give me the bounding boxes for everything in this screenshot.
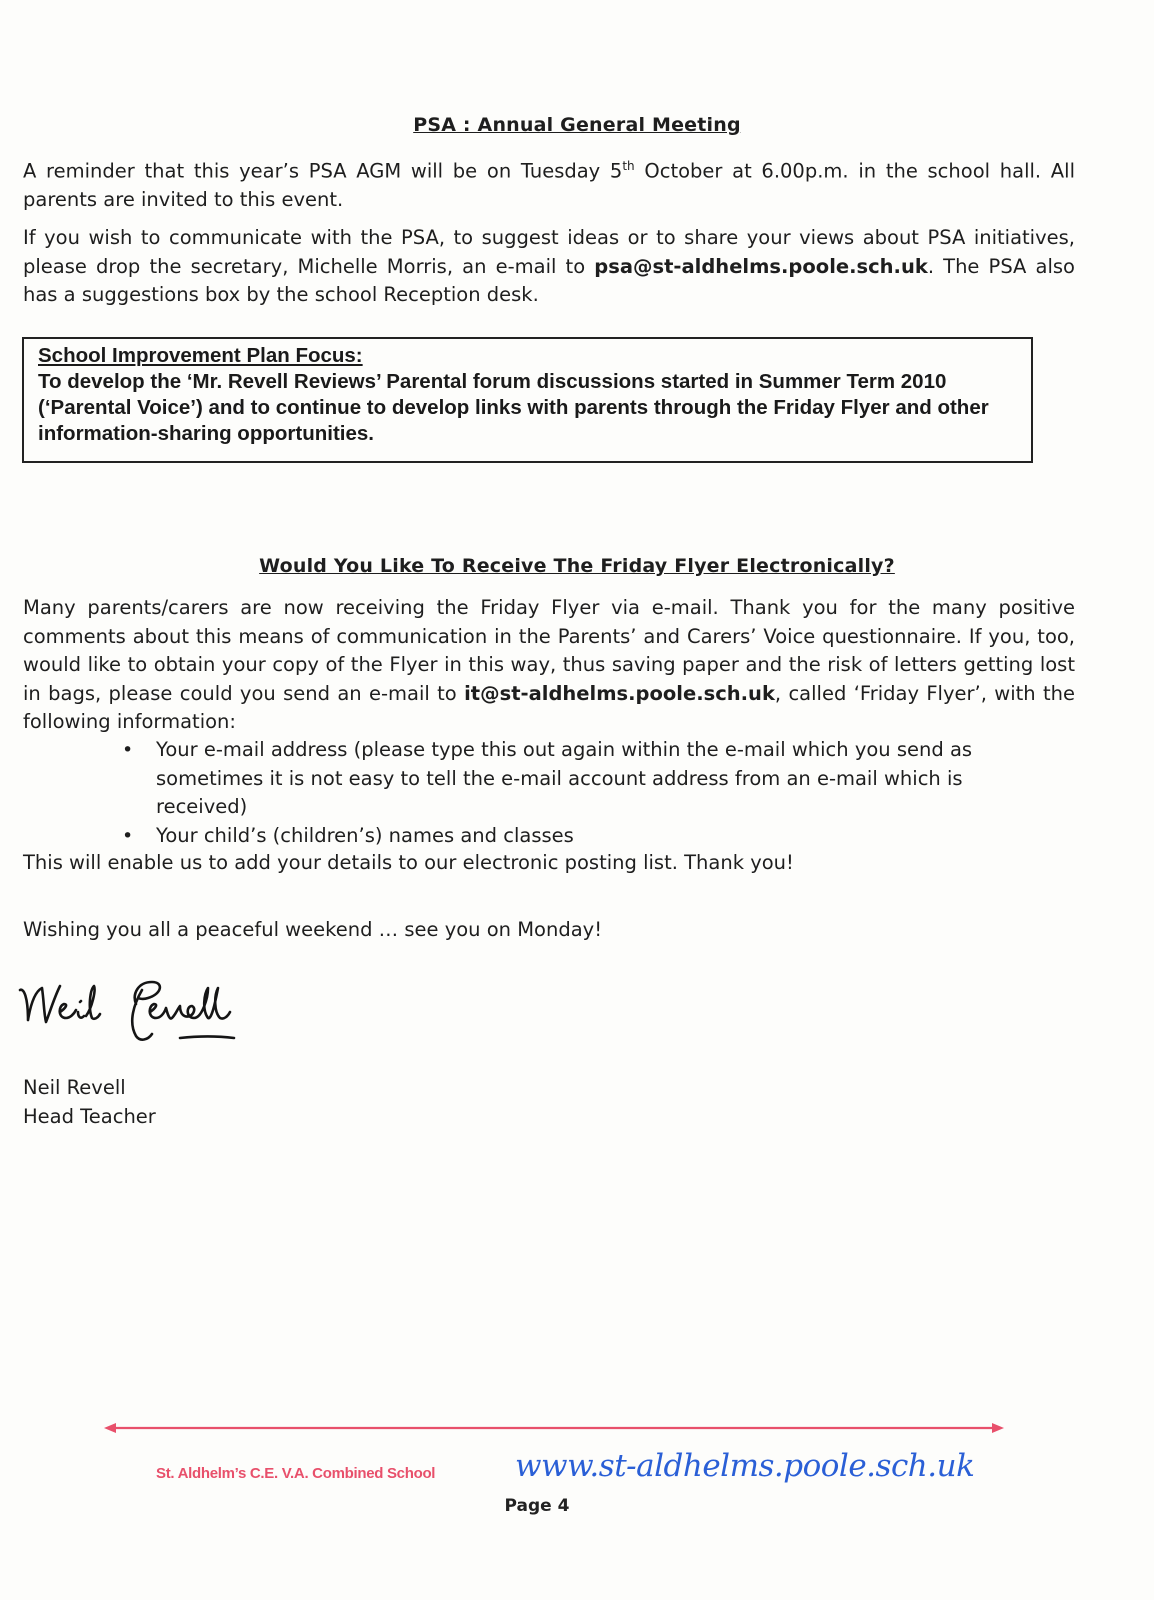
flyer-paragraph bbox=[23, 594, 1075, 737]
list-item bbox=[118, 736, 1058, 822]
psa-p1-superscript: th bbox=[622, 159, 635, 173]
psa-p1-text-cont: October at 6.00p.m. in the school hall. All parents are invited to this event. bbox=[23, 159, 1075, 212]
flyer-email-link[interactable]: it@st-aldhelms.poole.sch.uk bbox=[464, 681, 775, 705]
flyer-closing: This will enable us to add your details to our electronic posting list. Thank you! bbox=[23, 851, 794, 874]
school-improvement-box bbox=[22, 337, 1033, 463]
bullet-text: Your e-mail address (please type this out again within the e-mail which you send as sometimes it is not easy to tell the e-mail account address from an e-mail which is received) bbox=[156, 738, 973, 819]
sip-title: School Improvement Plan Focus: bbox=[38, 344, 363, 367]
bullet-icon: • bbox=[122, 739, 134, 761]
signature-image bbox=[14, 968, 244, 1058]
psa-p2-text-cont: . The PSA also has a suggestions box by the school Reception desk. bbox=[23, 254, 1075, 307]
signoff-wish: Wishing you all a peaceful weekend … see you on Monday! bbox=[23, 918, 603, 941]
signoff-role: Head Teacher bbox=[23, 1105, 156, 1128]
bullet-text: Your child’s (children’s) names and classes bbox=[156, 823, 574, 847]
psa-heading: PSA : Annual General Meeting bbox=[413, 114, 741, 136]
flyer-p1-text: Many parents/carers are now receiving the Friday Flyer via e-mail. Thank you for the many positive comments about this means of communication in the Parents’ and Carers’ Voice questionnaire. If you, too, would like to obtain your copy of the Flyer in this way, thus saving paper and the risk of letters getting lost in bags, please could you send an e-mail to bbox=[23, 596, 1075, 705]
page-number: Page 4 bbox=[504, 1496, 570, 1516]
flyer-p1-text-cont: , called ‘Friday Flyer’, with the following information: bbox=[23, 681, 1075, 734]
footer-website-link[interactable]: www.st-aldhelms.poole.sch.uk bbox=[515, 1448, 975, 1484]
footer-school-name: St. Aldhelm’s C.E. V.A. Combined School bbox=[156, 1465, 436, 1482]
psa-paragraph-1 bbox=[23, 152, 1075, 215]
footer-double-arrow-icon bbox=[104, 1418, 1004, 1438]
signoff-name: Neil Revell bbox=[23, 1076, 126, 1099]
psa-paragraph-2 bbox=[23, 224, 1075, 310]
psa-email-link[interactable]: psa@st-aldhelms.poole.sch.uk bbox=[594, 254, 928, 278]
sip-body: To develop the ‘Mr. Revell Reviews’ Parental forum discussions started in Summer Term 2010 (‘Parental Voice’) and to continue to develop links with parents through the Friday Flyer and other information-sharing opportunities. bbox=[38, 370, 989, 445]
psa-p2-text: If you wish to communicate with the PSA, to suggest ideas or to share your views about PSA initiatives, please drop the secretary, Michelle Morris, an e-mail to bbox=[23, 226, 1075, 278]
flyer-heading: Would You Like To Receive The Friday Flyer Electronically? bbox=[259, 555, 895, 577]
info-bullet-list bbox=[118, 736, 1058, 850]
bullet-icon: • bbox=[122, 824, 134, 847]
psa-p1-text: A reminder that this year’s PSA AGM will be on Tuesday 5 bbox=[23, 159, 623, 183]
list-item bbox=[118, 822, 1058, 851]
